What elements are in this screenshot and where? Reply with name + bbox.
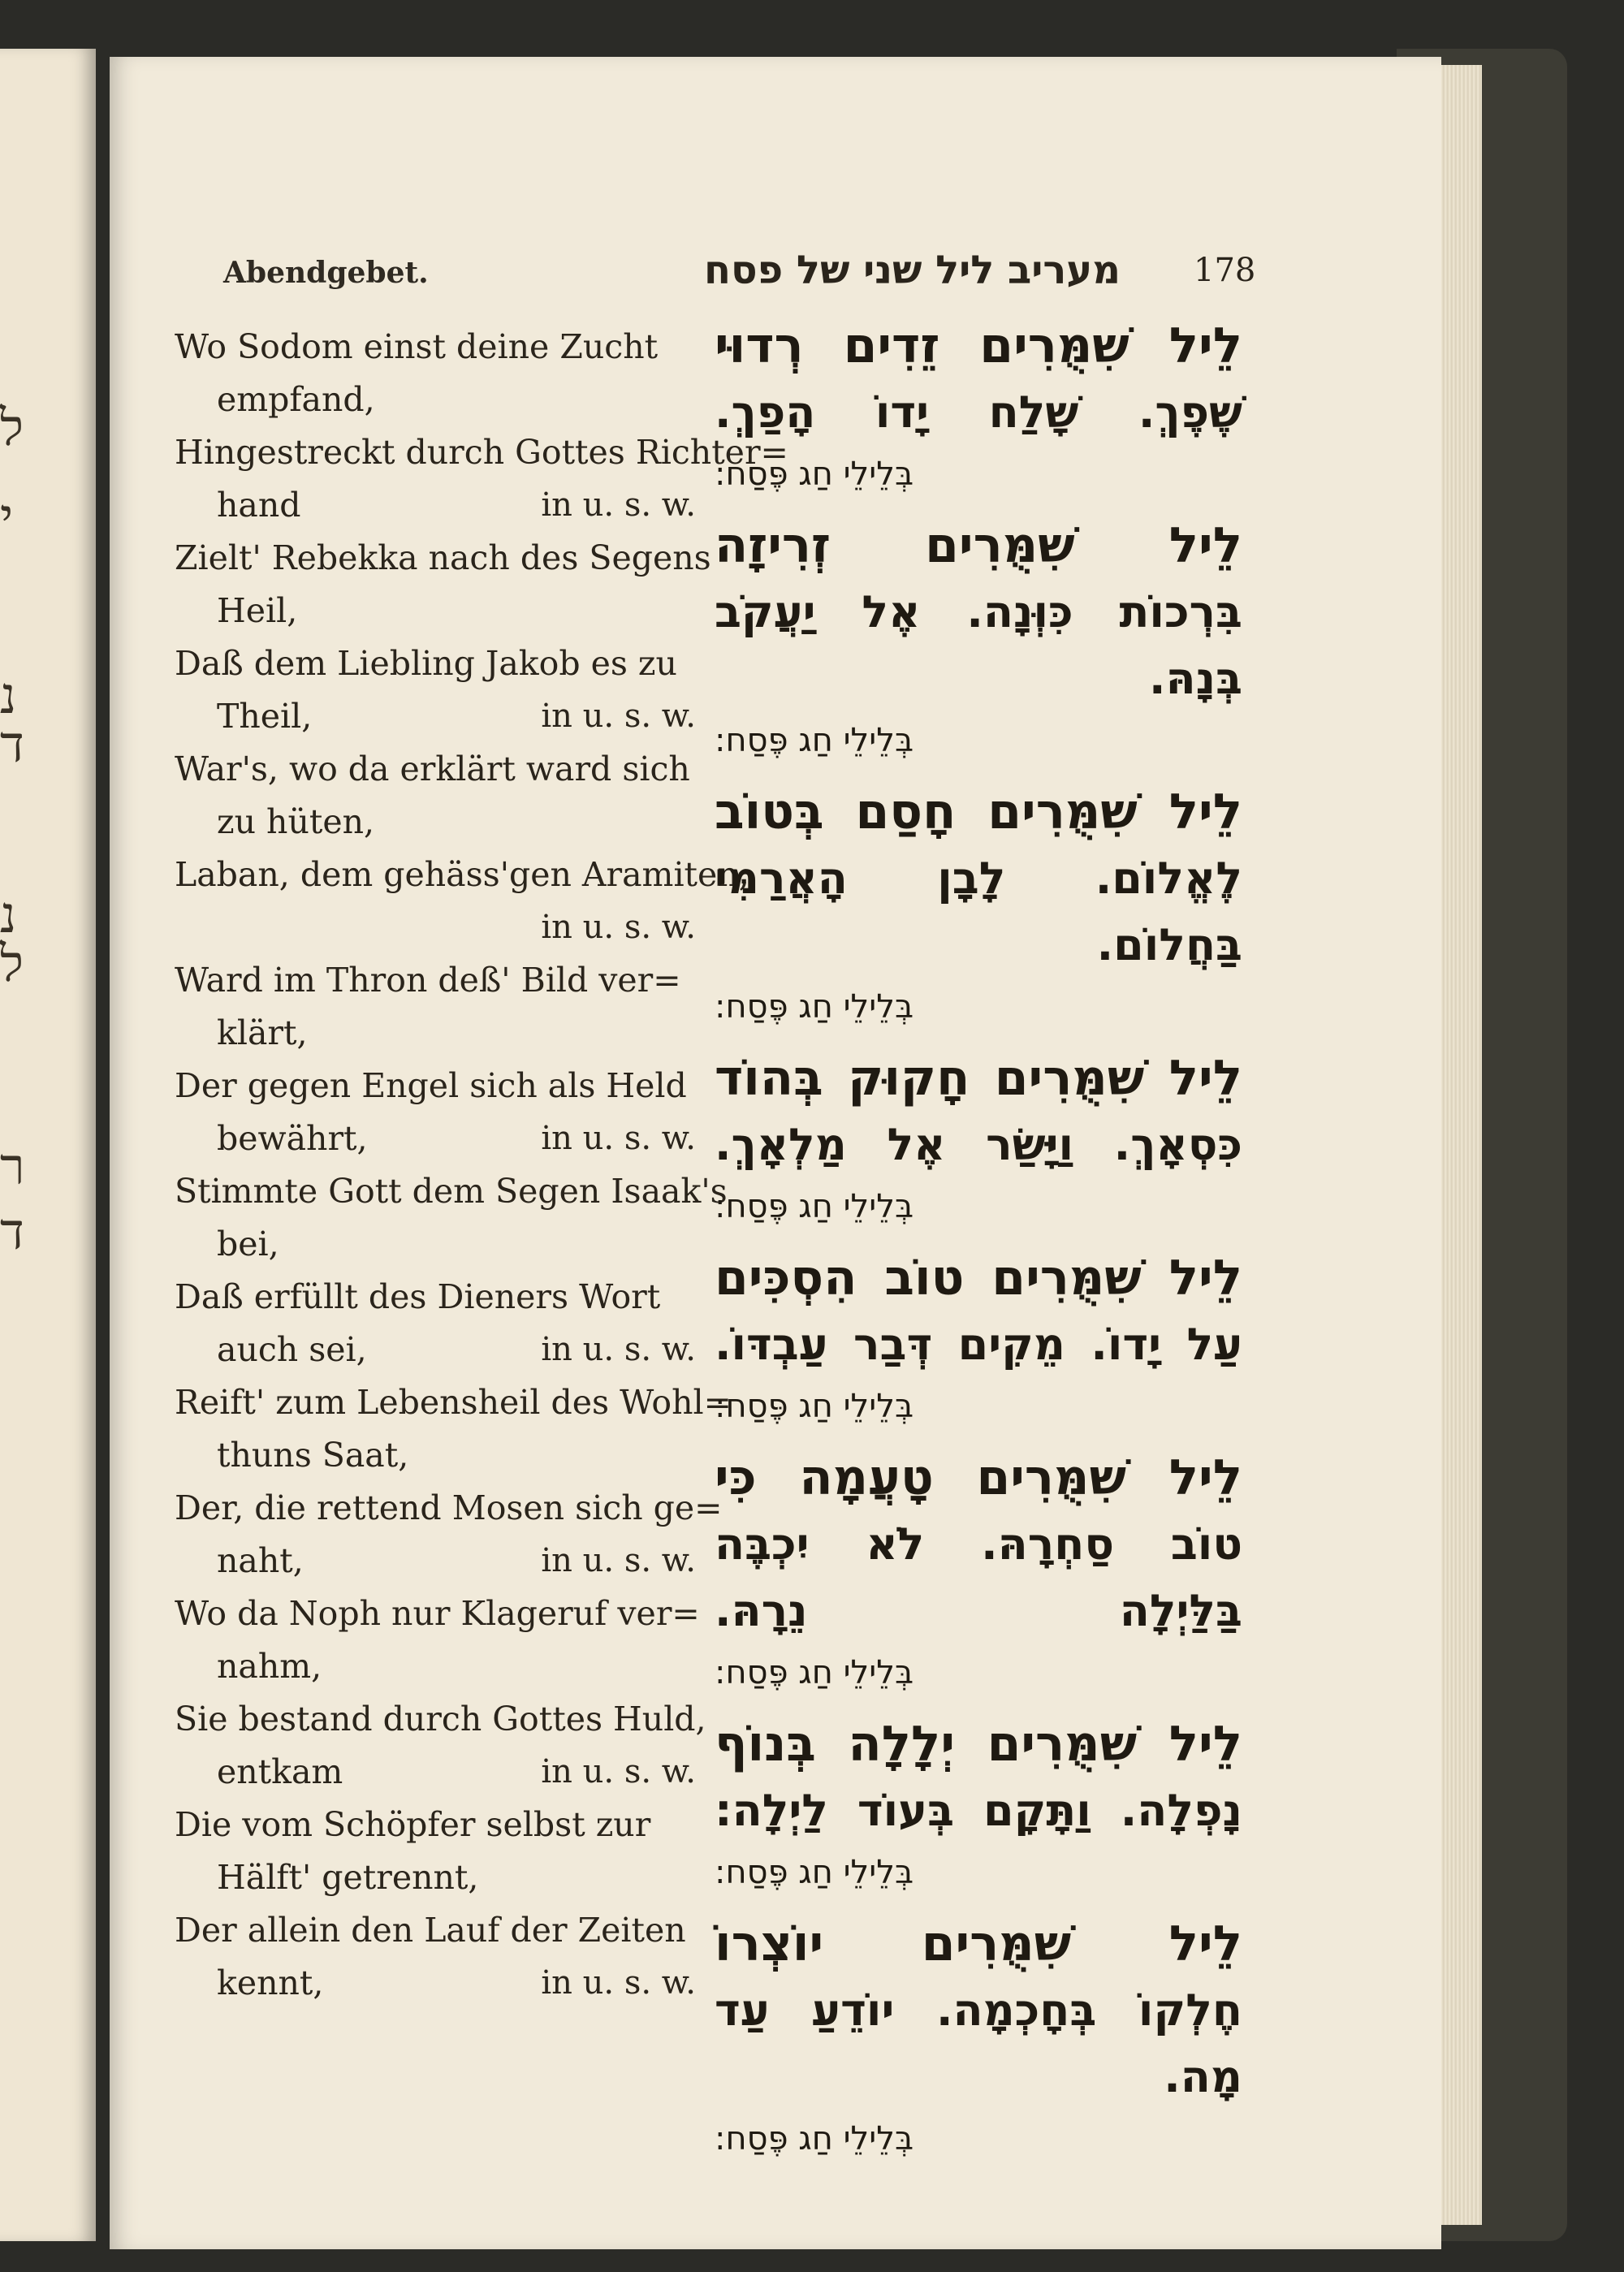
german-line-text: thuns Saat, (217, 1436, 409, 1475)
german-line-text: kennt, (217, 1963, 324, 2002)
german-line (175, 1112, 702, 1165)
hebrew-refrain-text: בְּלֵילֵי חַג פֶּסַח: (715, 1854, 914, 1891)
hebrew-line: שֶׁפֶךְ. שָׁלַח יָדוֹ הָפַךְ. (715, 387, 1242, 438)
german-line-text: Der allein den Lauf der Zeiten (175, 1911, 686, 1950)
german-line (175, 1376, 732, 1429)
german-line-text: Daß dem Liebling Jakob es zu (175, 644, 677, 683)
hebrew-refrain (715, 1644, 1242, 1701)
hebrew-line: לֵיל שִׁמֻּרִים יְלָלָה בְּנוֹף (715, 1716, 1242, 1773)
german-line (175, 1851, 702, 1904)
german-line-text: Daß erfüllt des Dieners Wort (175, 1277, 661, 1316)
left-fragment: ר (0, 1137, 25, 1196)
hebrew-refrain-text: בְּלֵילֵי חַג פֶּסַח: (715, 1654, 914, 1691)
hebrew-line: חֶלְקוֹ בְּחָכְמָה. יוֹדֵעַ עַד (715, 1985, 1242, 2036)
german-line-text: Heil, (217, 591, 298, 630)
left-fragment: י (0, 487, 14, 546)
hebrew-line: עַל יָדוֹ. מֵקִים דְּבַר עַבְדּוֹ. (715, 1319, 1242, 1370)
german-line-text: Die vom Schöpfer selbst zur (175, 1805, 651, 1844)
german-line-text: naht, (217, 1541, 304, 1580)
hebrew-line: לֵיל שִׁמֻּרִים טָעֲמָה כִּי (715, 1449, 1242, 1506)
german-line (175, 1799, 702, 1851)
german-line (175, 1060, 702, 1112)
german-line (175, 954, 702, 1007)
german-line-text: entkam (217, 1752, 343, 1791)
german-refrain: in u. s. w. (541, 909, 696, 946)
german-line (175, 1218, 702, 1271)
hebrew-line: בְּנָהּ. (1148, 653, 1242, 704)
german-line (175, 1007, 702, 1060)
hebrew-refrain (715, 1378, 1242, 1435)
left-fragment: ד (0, 1202, 24, 1261)
german-line (175, 1746, 702, 1799)
hebrew-line: בִּרְכוֹת כִּוְּנָה. אֶל יַעֲקֹב (715, 586, 1242, 637)
german-line (175, 374, 702, 426)
german-line (175, 426, 788, 479)
german-line (175, 1482, 723, 1535)
german-line-text: empfand, (217, 380, 375, 419)
german-line (175, 532, 711, 585)
hebrew-refrain-text: בְּלֵילֵי חַג פֶּסַח: (715, 1188, 914, 1225)
hebrew-refrain (715, 978, 1242, 1035)
german-line-text: Hingestreckt durch Gottes Richter= (175, 433, 788, 472)
hebrew-line: טוֹב סַחְרָהּ. לֹא יִכְבֶּה (715, 1518, 1242, 1570)
german-line-text: Ward im Thron deß' Bild ver= (175, 961, 681, 1000)
german-line-text: War's, wo da erklärt ward sich (175, 749, 690, 788)
german-line-text: zu hüten, (217, 802, 375, 841)
german-line (175, 1693, 706, 1746)
left-fragment: ל (0, 934, 24, 993)
german-line (175, 1587, 702, 1640)
german-line (175, 743, 702, 796)
hebrew-line: לֵיל שִׁמֻּרִים טוֹב הִסְכִּים (715, 1250, 1242, 1307)
hebrew-text-column (715, 313, 1242, 2177)
german-line (175, 585, 702, 637)
hebrew-refrain (715, 712, 1242, 769)
german-line-text: Hälft' getrennt, (217, 1858, 479, 1897)
german-line (175, 1429, 702, 1482)
german-line-text: Der, die rettend Mosen sich ge= (175, 1488, 723, 1527)
german-line-text: Stimmte Gott dem Segen Isaak's (175, 1172, 728, 1211)
hebrew-refrain (715, 2110, 1242, 2167)
german-refrain: in u. s. w. (541, 1331, 696, 1368)
left-page-edge (0, 49, 96, 2241)
hebrew-refrain-text: בְּלֵילֵי חַג פֶּסַח: (715, 1388, 914, 1425)
german-line (175, 1324, 702, 1376)
german-line (175, 1535, 702, 1587)
hebrew-line: בַּלַּיְלָה נֵרָהּ. (715, 1585, 1242, 1636)
german-refrain: in u. s. w. (541, 1542, 696, 1579)
german-refrain: in u. s. w. (541, 1753, 696, 1790)
left-fragment: נ (0, 885, 17, 944)
german-refrain: in u. s. w. (541, 1120, 696, 1157)
left-fragment: ל (0, 398, 24, 457)
german-line-text: bei, (217, 1225, 279, 1263)
german-refrain: in u. s. w. (541, 486, 696, 524)
hebrew-refrain-text: בְּלֵילֵי חַג פֶּסַח: (715, 2120, 914, 2158)
running-head-hebrew: מעריב ליל שני של פסח (704, 248, 1121, 293)
german-line-text: Reift' zum Lebensheil des Wohl= (175, 1383, 732, 1422)
german-line (175, 849, 749, 901)
hebrew-line: לֵיל שִׁמֻּרִים יוֹצְרוֹ (715, 1916, 1242, 1972)
german-line (175, 1904, 702, 1957)
german-line (175, 901, 702, 954)
hebrew-line: לֵיל שִׁמֻּרִים חָסַם בְּטוֹב (715, 784, 1242, 840)
left-fragment: נ (0, 666, 17, 725)
german-line-text: Wo Sodom einst deine Zucht (175, 327, 659, 366)
hebrew-line: מָה. (1164, 2051, 1242, 2102)
page-number: 178 (1194, 252, 1256, 289)
german-line (175, 1271, 702, 1324)
german-line-text: bewährt, (217, 1119, 368, 1158)
german-line-text: Sie bestand durch Gottes Huld, (175, 1700, 706, 1739)
hebrew-line: לֶאֱלוֹם. לָבָן הָאֲרַמִּי (715, 853, 1242, 904)
german-line-text: hand (217, 486, 301, 525)
german-line (175, 479, 702, 532)
hebrew-refrain-text: בְּלֵילֵי חַג פֶּסַח: (715, 456, 914, 493)
german-line-text: Wo da Noph nur Klageruf ver= (175, 1594, 700, 1633)
hebrew-refrain-text: בְּלֵילֵי חַג פֶּסַח: (715, 988, 914, 1026)
hebrew-line: לֵיל שִׁמֻּרִים זְרִיזָה (715, 517, 1242, 574)
german-line (175, 1957, 702, 2010)
german-line (175, 796, 702, 849)
hebrew-refrain-text: בְּלֵילֵי חַג פֶּסַח: (715, 722, 914, 759)
german-line (175, 690, 702, 743)
german-translation-column (175, 321, 788, 2010)
hebrew-refrain (715, 1178, 1242, 1235)
german-line (175, 1165, 728, 1218)
left-fragment: ד (0, 715, 24, 774)
hebrew-refrain (715, 446, 1242, 503)
german-line (175, 637, 702, 690)
hebrew-refrain (715, 1844, 1242, 1901)
hebrew-line: בַּחֲלוֹם. (1096, 919, 1242, 970)
german-line-text: nahm, (217, 1647, 322, 1686)
german-line-text: Laban, dem gehäss'gen Aramiten, (175, 855, 749, 894)
german-line-text: Theil, (217, 697, 313, 736)
german-line (175, 321, 702, 374)
german-line-text: Zielt' Rebekka nach des Segens (175, 538, 711, 577)
hebrew-line: לֵיל שִׁמֻּרִים חָקוּק בְּהוֹד (715, 1050, 1242, 1107)
german-line-text: auch sei, (217, 1330, 367, 1369)
german-line (175, 1640, 702, 1693)
hebrew-line: לֵיל שִׁמֻּרִים זֵדִים רְדוּי (715, 317, 1242, 374)
german-refrain: in u. s. w. (541, 1964, 696, 2002)
hebrew-line: נָפְלָה. וַתָּקָם בְּעוֹד לַיְלָה: (715, 1785, 1242, 1836)
german-line-text: klärt, (217, 1013, 308, 1052)
running-head-german: Abendgebet. (223, 256, 429, 290)
german-line-text: Der gegen Engel sich als Held (175, 1066, 687, 1105)
hebrew-line: כִּסְאָךְ. וַיָּשַׂר אֶל מַלְאָךְ. (715, 1119, 1242, 1170)
german-refrain: in u. s. w. (541, 698, 696, 735)
